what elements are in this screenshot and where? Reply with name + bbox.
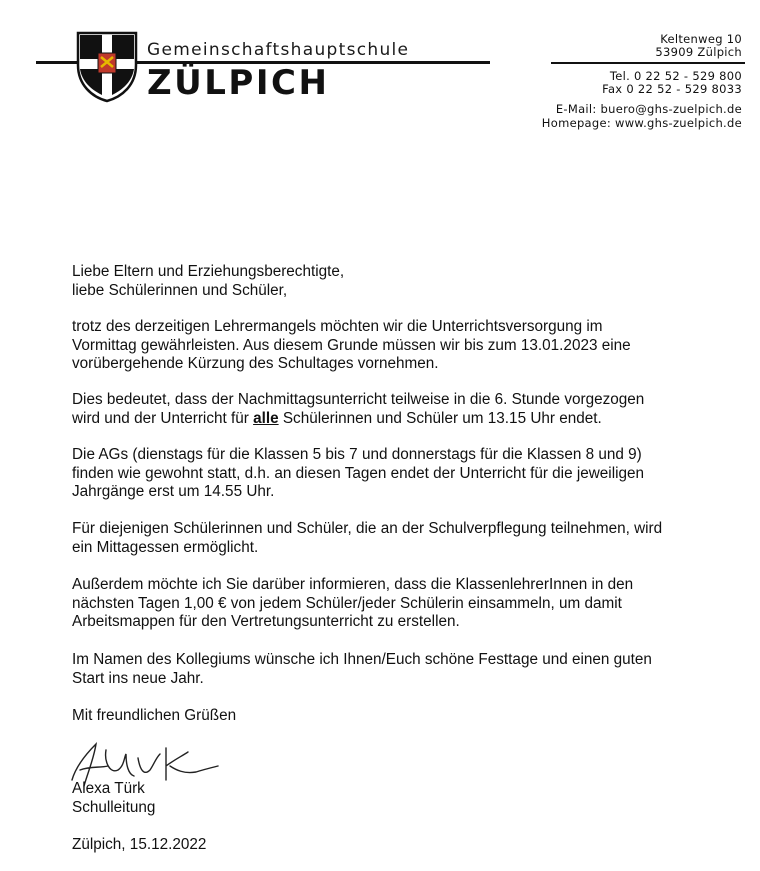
text-line: Arbeitsmappen für den Vertretungsunterricht zu erstellen.: [72, 613, 460, 630]
text-line: Vormittag gewährleisten. Aus diesem Grunde müssen wir bis zum 13.01.2023 eine: [72, 336, 631, 354]
text-line: Für diejenigen Schülerinnen und Schüler, die an der Schulverpflegung teilnehmen, wird: [72, 520, 663, 537]
paragraph-5: [72, 576, 633, 632]
address-street: Keltenweg 10: [660, 32, 742, 46]
text-segment: wird und der Unterricht für: [72, 409, 254, 427]
text-line: [72, 410, 644, 429]
paragraph-6: [72, 651, 652, 688]
paragraph-3: [72, 446, 644, 502]
text-line: Die AGs (dienstags für die Klassen 5 bis 7 und donnerstags für die Klassen 8 und 9): [72, 446, 642, 463]
text-line: Dies bedeutet, dass der Nachmittagsunterricht teilweise in die 6. Stunde vorgezogen: [72, 391, 645, 408]
salutation: [72, 263, 344, 300]
text-line: Außerdem möchte ich Sie darüber informieren, dass die KlassenlehrerInnen in den: [72, 576, 634, 593]
school-name: Gemeinschaftshauptschule: [147, 40, 410, 60]
coat-of-arms-icon: [76, 31, 138, 103]
salutation-line-1: Liebe Eltern und Erziehungsberechtigte,: [72, 263, 345, 280]
address-rule: [551, 62, 745, 64]
text-line: nächsten Tagen 1,00 € von jedem Schüler/jeder Schülerin einsammeln, um damit: [72, 594, 622, 612]
text-line: Im Namen des Kollegiums wünsche ich Ihnen/Euch schöne Festtage und einen guten: [72, 651, 652, 668]
text-line: trotz des derzeitigen Lehrermangels möchten wir die Unterrichtsversorgung im: [72, 318, 603, 335]
text-line: Jahrgänge erst um 14.55 Uhr.: [72, 483, 275, 500]
paragraph-2: [72, 391, 644, 428]
text-segment: Schülerinnen und Schüler um 13.15 Uhr endet.: [278, 409, 602, 427]
address-fax: Fax 0 22 52 - 529 8033: [602, 82, 742, 96]
salutation-line-2: liebe Schülerinnen und Schüler,: [72, 281, 288, 299]
address-email: E-Mail: buero@ghs-zuelpich.de: [555, 102, 742, 116]
place-date: Zülpich, 15.12.2022: [72, 836, 207, 853]
address-phone: Tel. 0 22 52 - 529 800: [609, 69, 742, 83]
closing: Mit freundlichen Grüßen: [72, 707, 237, 724]
address-homepage: Homepage: www.ghs-zuelpich.de: [541, 116, 742, 130]
text-line: Start ins neue Jahr.: [72, 669, 204, 687]
school-city: ZÜLPICH: [147, 63, 330, 103]
paragraph-4: [72, 520, 662, 557]
signer-role: Schulleitung: [72, 799, 156, 816]
paragraph-1: [72, 318, 631, 374]
emphasis-all: alle: [253, 409, 279, 427]
text-line: vorübergehende Kürzung des Schultages vornehmen.: [72, 355, 439, 372]
address-postal-city: 53909 Zülpich: [655, 45, 742, 59]
text-line: ein Mittagessen ermöglicht.: [72, 538, 259, 556]
signer-name: Alexa Türk: [72, 780, 145, 797]
text-line: finden wie gewohnt statt, d.h. an diesen Tagen endet der Unterricht für die jeweiligen: [72, 464, 645, 482]
